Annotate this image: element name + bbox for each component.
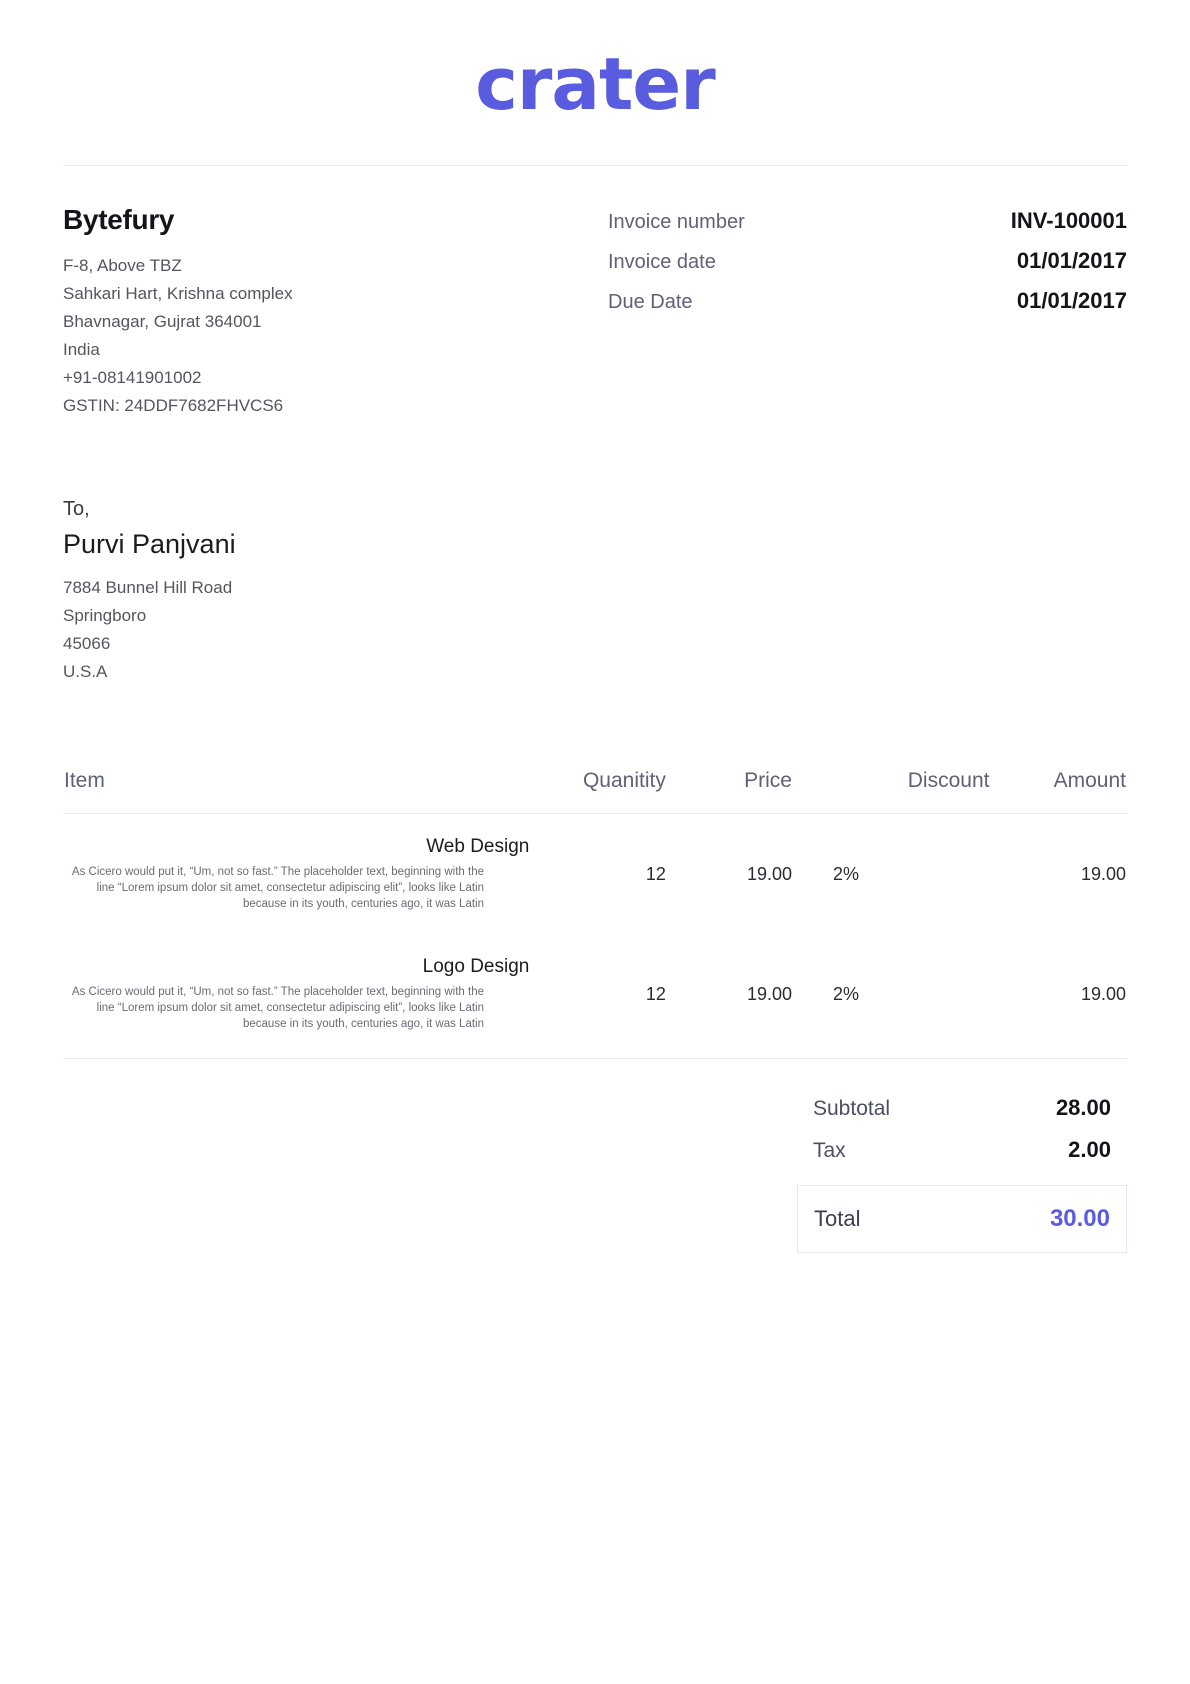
item-amount: 19.00 (990, 934, 1127, 1059)
item-discount: 2% (793, 934, 990, 1059)
header-amount: Amount (990, 768, 1127, 814)
items-table-header-row (63, 768, 1127, 814)
total-label: Total (814, 1206, 861, 1231)
invoice-header (0, 166, 1190, 420)
company-address-line-3: Bhavnagar, Gujrat 364001 (63, 312, 262, 331)
header-price: Price (667, 768, 793, 814)
item-price: 19.00 (746, 863, 792, 884)
subtotal-row (797, 1087, 1127, 1129)
bill-to-address-line-2: Springboro (63, 606, 147, 625)
table-row (63, 814, 1127, 935)
tax-label: Tax (813, 1139, 846, 1162)
totals-section (0, 1059, 1190, 1253)
item-discount: 2% (832, 863, 859, 884)
brand-logo (0, 0, 1190, 126)
header-item: Item (63, 768, 530, 814)
invoice-date-value: 01/01/2017 (1016, 248, 1127, 273)
invoice-number-value: INV-100001 (1010, 208, 1127, 233)
tax-row (797, 1129, 1127, 1171)
item-quantity: 12 (645, 863, 666, 884)
due-date-value: 01/01/2017 (1016, 288, 1127, 313)
item-name: Web Design (426, 836, 530, 857)
bill-to-address-line-1: 7884 Bunnel Hill Road (63, 578, 233, 597)
item-cell (63, 934, 530, 1059)
item-description: As Cicero would put it, “Um, not so fast.” The placeholder text, beginning with the line “Lorem ipsum dolor sit amet, consectetur adipiscing elit”, looks like Latin because in its youth, centuries ago, it was Latin (71, 866, 484, 910)
header-quantity: Quanitity (530, 768, 666, 814)
due-date-label: Due Date (608, 291, 693, 313)
items-table (63, 768, 1127, 1059)
tax-value: 2.00 (1068, 1137, 1111, 1162)
company-name: Bytefury (63, 204, 175, 235)
subtotal-value: 28.00 (1055, 1095, 1111, 1120)
items-table-body (63, 814, 1127, 1059)
item-name: Logo Design (422, 956, 530, 977)
item-cell (63, 814, 530, 935)
bill-to-block (0, 420, 1190, 686)
items-table-head (63, 768, 1127, 814)
table-row (63, 934, 1127, 1059)
invoice-number-label: Invoice number (608, 211, 745, 233)
company-gstin: GSTIN: 24DDF7682FHVCS6 (63, 396, 284, 415)
company-address-line-2: Sahkari Hart, Krishna complex (63, 284, 293, 303)
company-address-line-4: India (63, 340, 100, 359)
invoice-meta-block (608, 204, 1127, 420)
bill-to-address-line-3: 45066 (63, 634, 111, 653)
bill-to-name: Purvi Panjvani (63, 529, 236, 559)
company-block (63, 204, 608, 420)
bill-to-label: To, (63, 498, 90, 520)
header-discount: Discount (793, 768, 990, 814)
meta-row-invoice-number (608, 208, 1127, 234)
company-address-line-1: F-8, Above TBZ (63, 256, 182, 275)
crater-logo-text: crater (475, 42, 715, 126)
item-price: 19.00 (667, 934, 793, 1059)
bill-to-address-line-4: U.S.A (63, 662, 108, 681)
total-value: 30.00 (1049, 1205, 1110, 1232)
item-description: As Cicero would put it, “Um, not so fast.” The placeholder text, beginning with the line “Lorem ipsum dolor sit amet, consectetur adipiscing elit”, looks like Latin because in its youth, centuries ago, it was Latin (71, 986, 484, 1030)
meta-row-due-date (608, 288, 1127, 314)
subtotal-label: Subtotal (813, 1097, 891, 1120)
item-amount: 19.00 (1080, 863, 1126, 884)
meta-row-invoice-date (608, 248, 1127, 274)
invoice-date-label: Invoice date (608, 251, 716, 273)
totals-box (797, 1087, 1127, 1253)
item-quantity: 12 (530, 934, 666, 1059)
items-section (0, 686, 1190, 1059)
company-phone: +91-08141901002 (63, 368, 202, 387)
total-row (797, 1185, 1127, 1253)
